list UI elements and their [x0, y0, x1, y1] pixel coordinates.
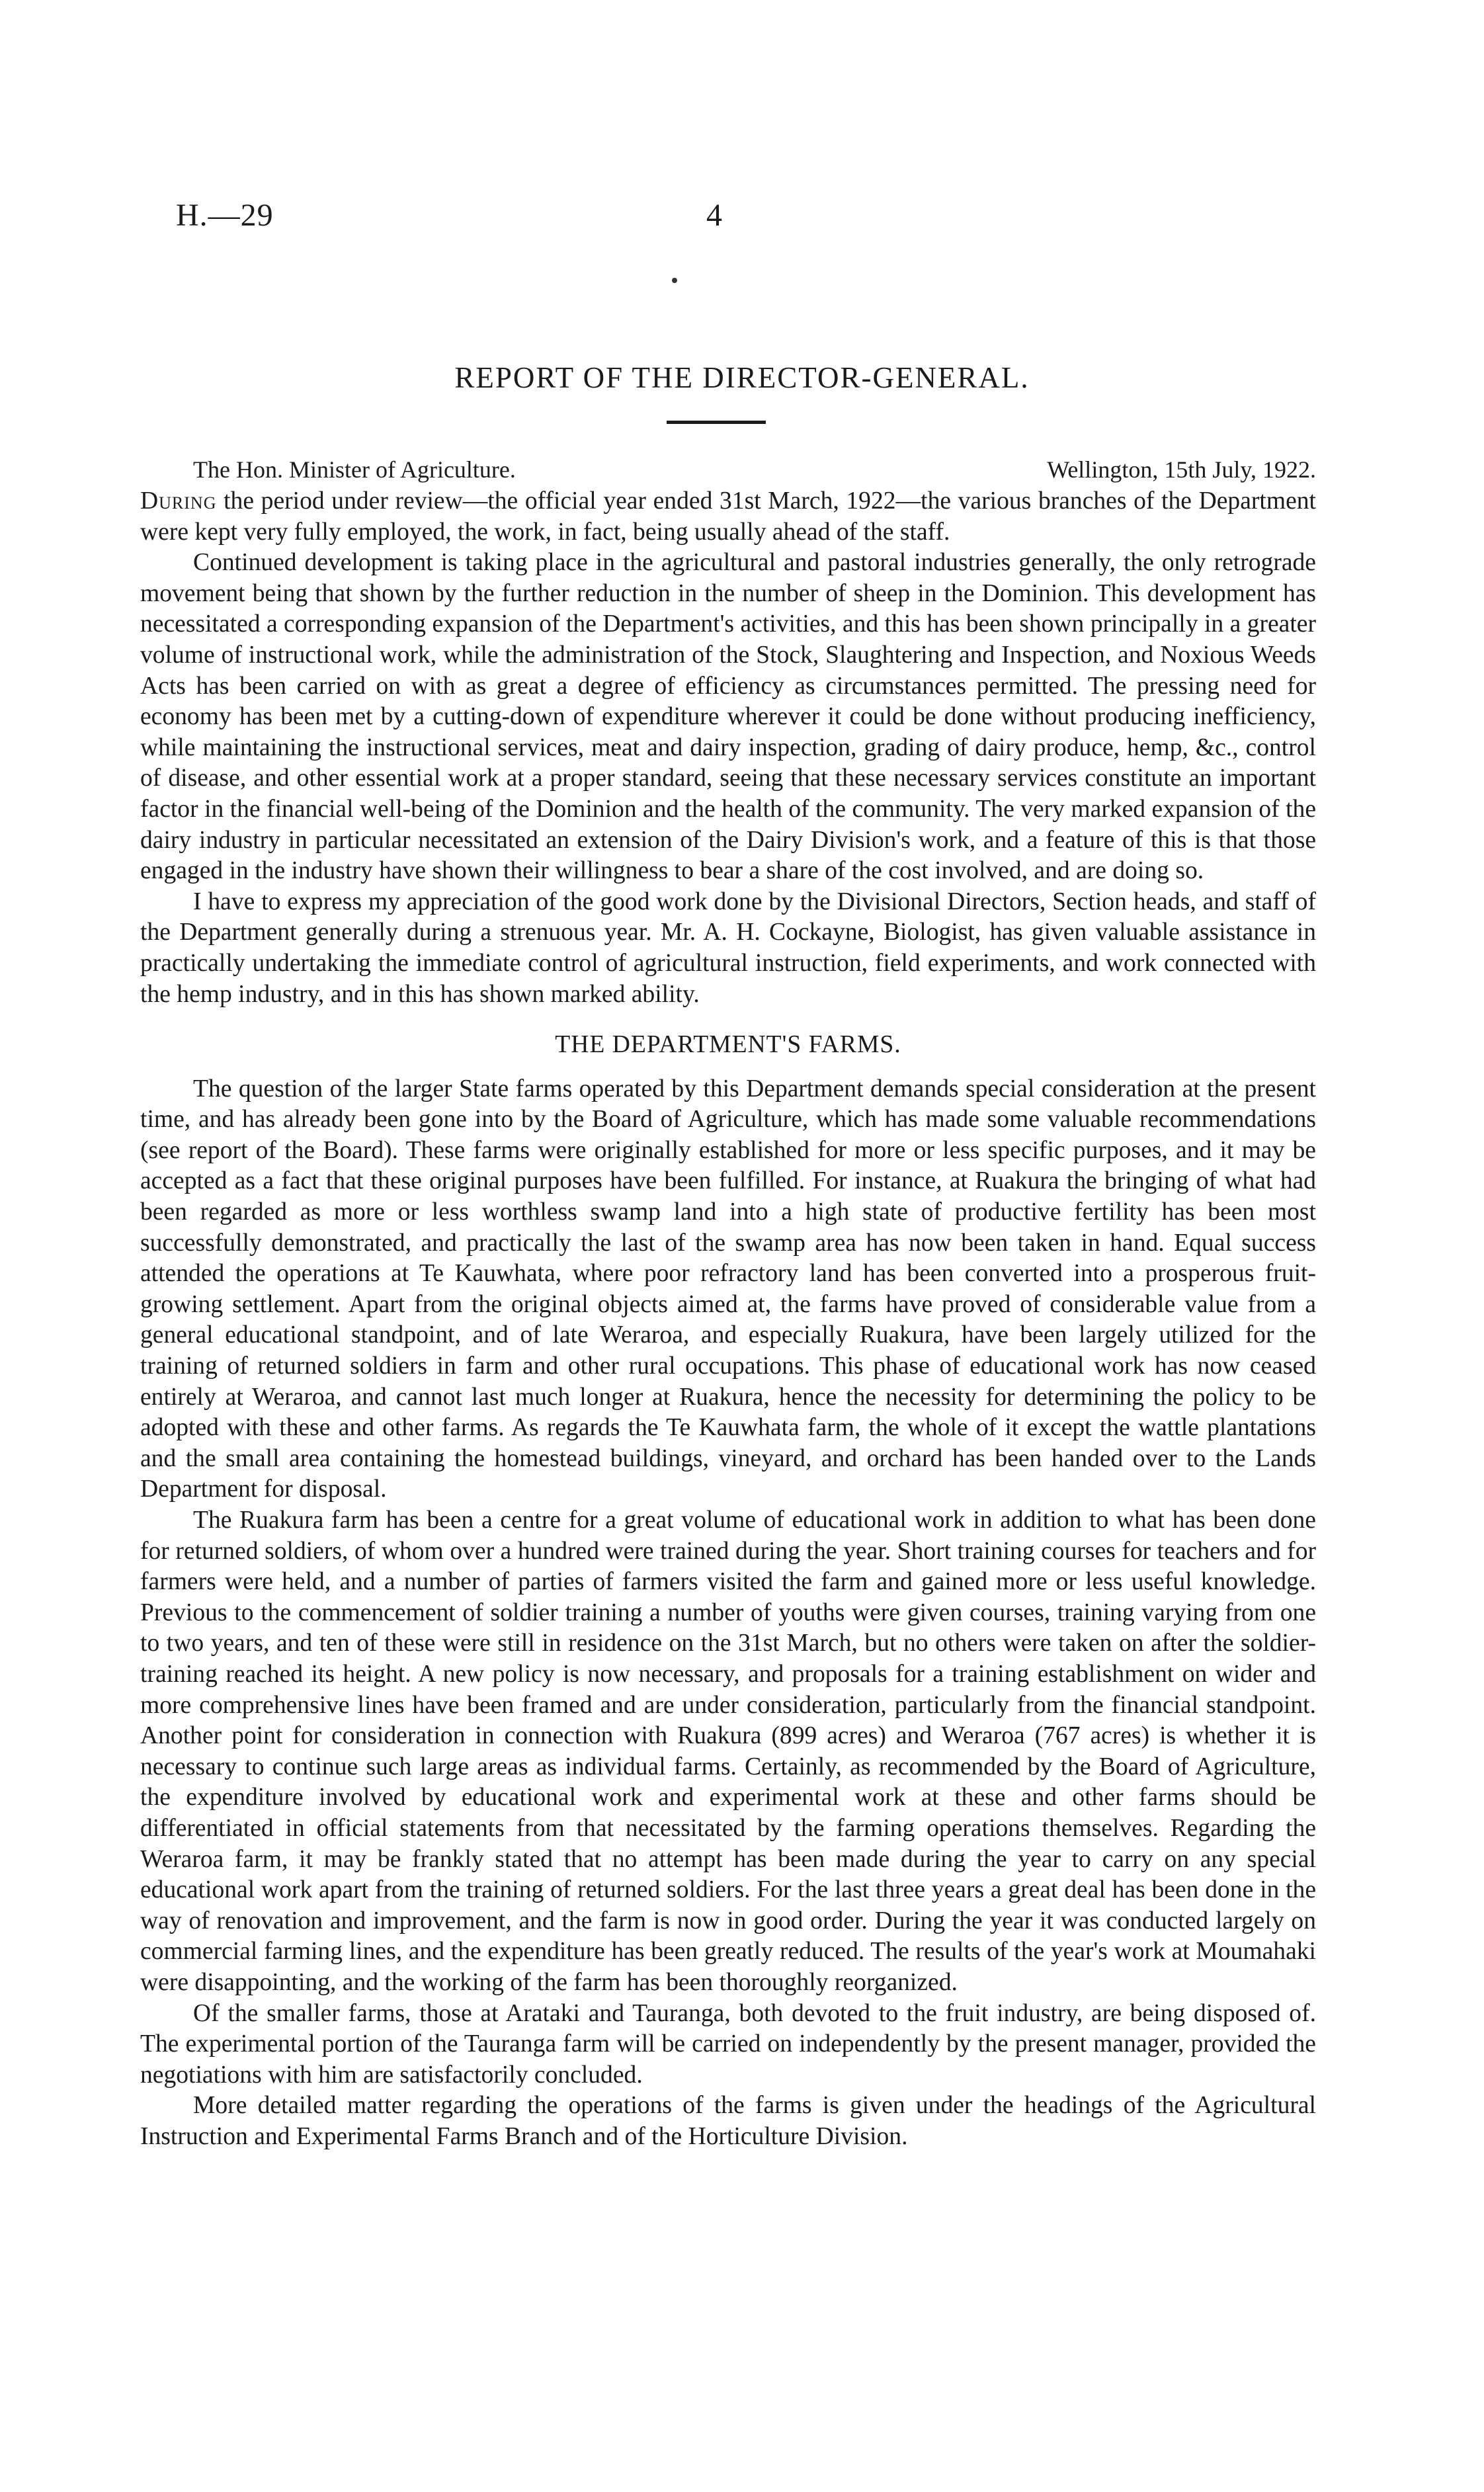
intro-lead-word: During [140, 487, 217, 515]
intro-text: the period under review—the official year ended 31st March, 1922—the various branches of the Department were kept very fully employed, the work, in fact, being usually ahead of the staff. [140, 487, 1316, 546]
date-line: Wellington, 15th July, 1922. [1047, 456, 1316, 483]
body-paragraph: Continued development is taking place in the agricultural and pastoral industries generally, the only retrograde movement being that shown by the further reduction in the number of sheep in the Dominion. This development has necessitated a corresponding expansion of the Department's activities, and this has been shown principally in a greater volume of instructional work, while the administration of the Stock, Slaughtering and Inspection, and Noxious Weeds Acts has been carried on with as great a degree of efficiency as circumstances permitted. The pressing need for economy has been met by a cutting-down of expenditure wherever it could be done without producing inefficiency, while maintaining the instructional services, meat and dairy inspection, grading of dairy produce, hemp, &c., control of disease, and other essential work at a proper standard, seeing that these necessary services constitute an important factor in the financial well-being of the Dominion and the health of the community. The very marked expansion of the dairy industry in particular necessitated an extension of the Dairy Division's work, and a feature of this is that those engaged in the industry have shown their willingness to bear a share of the cost involved, and are doing so. [140, 549, 1316, 885]
report-body [140, 453, 1316, 2152]
section-heading: THE DEPARTMENT'S FARMS. [555, 1031, 901, 1059]
report-title: REPORT OF THE DIRECTOR-GENERAL. [454, 361, 1030, 394]
page-number: 4 [706, 198, 722, 233]
address-line [140, 453, 1316, 486]
body-paragraph: I have to express my appreciation of the good work done by the Divisional Directors, Section heads, and staff of the Department generally during a strenuous year. Mr. A. H. Cockayne, Biologist, has given valuable assistance in practically undertaking the immediate control of agricultural instruction, field experiments, and work connected with the hemp industry, and in this has shown marked ability. [140, 888, 1316, 1008]
body-paragraph: More detailed matter regarding the operations of the farms is given under the headings of the Agricultural Instruction and Experimental Farms Branch and of the Horticulture Division. [140, 2092, 1316, 2150]
body-paragraph: Of the smaller farms, those at Arataki and Tauranga, both devoted to the fruit industry, are being disposed of. The experimental portion of the Tauranga farm will be carried on independently by the present manager, provided the negotiations with him are satisfactorily concluded. [140, 1999, 1316, 2089]
title-rule [667, 421, 766, 424]
addressee: The Hon. Minister of Agriculture. [193, 456, 516, 483]
body-paragraph: The Ruakura farm has been a centre for a great volume of educational work in addition to what has been done for returned soldiers, of whom over a hundred were trained during the year. Short training courses for teachers and for farmers were held, and a number of parties of farmers visited the farm and gained more or less useful knowledge. Previous to the commencement of soldier training a number of youths were given courses, training varying from one to two years, and ten of these were still in residence on the 31st March, but no others were taken on after the soldier-training reached its height. A new policy is now necessary, and proposals for a training establishment on wider and more comprehensive lines have been framed and are under consideration, particularly from the financial standpoint. Another point for consideration in connection with Ruakura (899 acres) and Weraroa (767 acres) is whether it is necessary to continue such large areas as individual farms. Certainly, as recommended by the Board of Agriculture, the expenditure involved by educational work and experimental work at these and other farms should be differentiated in official statements from that necessitated by the farming operations themselves. Regarding the Weraroa farm, it may be frankly stated that no attempt has been made during the year to carry on any special educational work apart from the training of returned soldiers. For the last three years a great deal has been done in the way of renovation and improvement, and the farm is now in good order. During the year it was conducted largely on commercial farming lines, and the expenditure has been greatly reduced. The results of the year's work at Moumahaki were disappointing, and the working of the farm has been thoroughly reorganized. [140, 1507, 1316, 1996]
page-header [0, 197, 1484, 237]
document-reference: H.—29 [176, 198, 274, 233]
print-speck [672, 278, 677, 283]
body-paragraph: The question of the larger State farms operated by this Department demands special consideration at the present time, and has already been gone into by the Board of Agriculture, which has made some valuable recommendations (see report of the Board). These farms were originally established for more or less specific purposes, and it may be accepted as a fact that these original purposes have been fulfilled. For instance, at Ruakura the bringing of what had been regarded as more or less worthless swamp land into a high state of productive fertility has been most successfully demonstrated, and practically the last of the swamp area has now been taken in hand. Equal success attended the operations at Te Kauwhata, where poor refractory land has been converted into a prosperous fruit-growing settlement. Apart from the original objects aimed at, the farms have proved of considerable value from a general educational standpoint, and of late Weraroa, and especially Ruakura, have been largely utilized for the training of returned soldiers in farm and other rural occupations. This phase of educational work has now ceased entirely at Weraroa, and cannot last much longer at Ruakura, hence the necessity for determining the policy to be adopted with these and other farms. As regards the Te Kauwhata farm, the whole of it except the wattle plantations and the small area containing the homestead buildings, vineyard, and orchard has been handed over to the Lands Department for disposal. [140, 1075, 1316, 1503]
intro-paragraph [140, 486, 1316, 548]
